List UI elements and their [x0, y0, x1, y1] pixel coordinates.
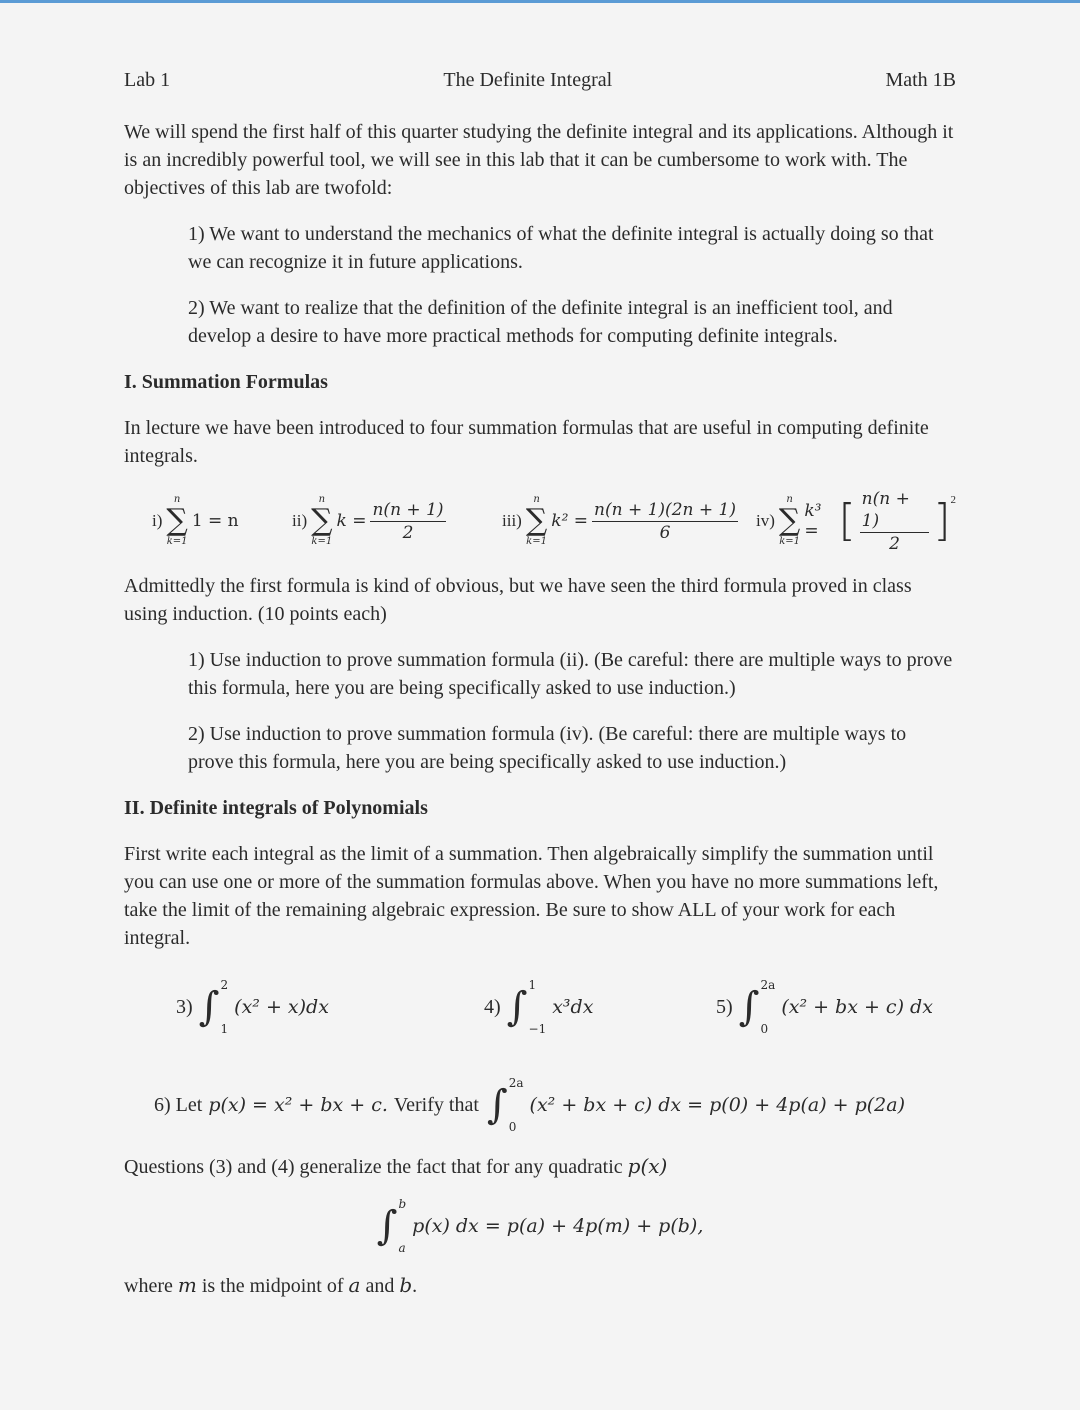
problem-1: 1) Use induction to prove summation formula (ii). (Be careful: there are multiple ways to prove this formula, here you are being specifically asked to use induction.) — [188, 649, 953, 699]
formula-ii: ii) n ∑ k=1 k = $\frac{n(n + 1)}{2}$ — [292, 494, 444, 547]
integral-sign: ∫ 2a 0 — [486, 1076, 524, 1134]
header-right: Math 1B — [885, 69, 956, 91]
section-1-heading: I. Summation Formulas — [124, 371, 328, 393]
right-bracket: ] — [933, 495, 951, 546]
summation-formulas — [124, 488, 956, 558]
sigma-symbol: n ∑ k=1 — [525, 494, 548, 547]
generalization-formula: ∫ b a p(x) dx = p(a) + 4p(m) + p(b), — [376, 1197, 704, 1255]
top-accent-bar — [0, 0, 1080, 3]
integral-sign: ∫ b a — [376, 1197, 407, 1255]
fraction: $\frac{n(n + 1)(2n + 1)}{6}$ — [594, 499, 736, 543]
fraction: $\frac{n(n + 1)}{2}$ — [860, 488, 930, 555]
sigma-symbol: n ∑ k=1 — [311, 494, 333, 547]
objective-1: 1) We want to understand the mechanics of what the definite integral is actually doing so that we can recognize it in future applications. — [188, 223, 934, 273]
integral-sign: ∫ 1 −1 — [506, 978, 547, 1036]
section-1-after: Admittedly the first formula is kind of obvious, but we have seen the third formula proved in class using induction. (10 points each) — [124, 575, 912, 625]
header-title: The Definite Integral — [443, 69, 613, 91]
section-2-heading: II. Definite integrals of Polynomials — [124, 797, 428, 819]
formula-iii: iii) n ∑ k=1 k² = $\frac{n(n + 1)(2n + 1)}{6}$ — [502, 494, 736, 547]
formula-i: i) n ∑ k=1 1 = n — [152, 494, 239, 547]
section-1-intro: In lecture we have been introduced to four summation formulas that are useful in computing definite integrals. — [124, 417, 929, 467]
objective-2: 2) We want to realize that the definition of the definite integral is an inefficient tool, and develop a desire to have more practical methods for computing definite integrals. — [188, 297, 893, 347]
intro-paragraph: We will spend the first half of this quarter studying the definite integral and its applications. Although it is an incredibly powerful tool, we will see in this lab that it can be cumbersome to work with. The objectives of this lab are twofold: — [124, 121, 954, 199]
sigma-symbol: n ∑ k=1 — [166, 494, 188, 547]
header-left: Lab 1 — [124, 69, 171, 91]
integral-sign: ∫ 2a 0 — [738, 978, 776, 1036]
fraction: $\frac{n(n + 1)}{2}$ — [372, 499, 444, 543]
document-page — [124, 66, 956, 1300]
problem-4: 4) ∫ 1 −1 x³dx — [484, 978, 594, 1036]
problem-6: 6) Let p(x) = x² + bx + c. Verify that ∫ 2a 0 (x² + bx + c) dx = p(0) + 4p(a) + p(2a) — [154, 1076, 906, 1134]
section-2-intro: First write each integral as the limit of a summation. Then algebraically simplify the summation until you can use one or more of the summation formulas above. When you have no more summations left, take the limit of the remaining algebraic expression. Be sure to show ALL of your work for each integral. — [124, 843, 939, 949]
sigma-symbol: n ∑ k=1 — [778, 494, 801, 547]
problem-3: 3) ∫ 2 1 (x² + x)dx — [176, 978, 329, 1036]
integral-sign: ∫ 2 1 — [198, 978, 229, 1036]
generalization-text: Questions (3) and (4) generalize the fact that for any quadratic p(x) — [124, 1154, 668, 1178]
formula-iv: iv) n ∑ k=1 k³ = [ $\frac{n(n + 1)}{2}$ ] 2 — [756, 488, 956, 554]
page-header — [124, 66, 956, 94]
left-bracket: [ — [838, 495, 856, 546]
integral-problems — [124, 972, 956, 1042]
problem-5: 5) ∫ 2a 0 (x² + bx + c) dx — [716, 978, 933, 1036]
closing-sentence: where m is the midpoint of a and b. — [124, 1273, 418, 1297]
problem-2: 2) Use induction to prove summation formula (iv). (Be careful: there are multiple ways to prove this formula, here you are being specifically asked to use induction.) — [188, 723, 907, 773]
